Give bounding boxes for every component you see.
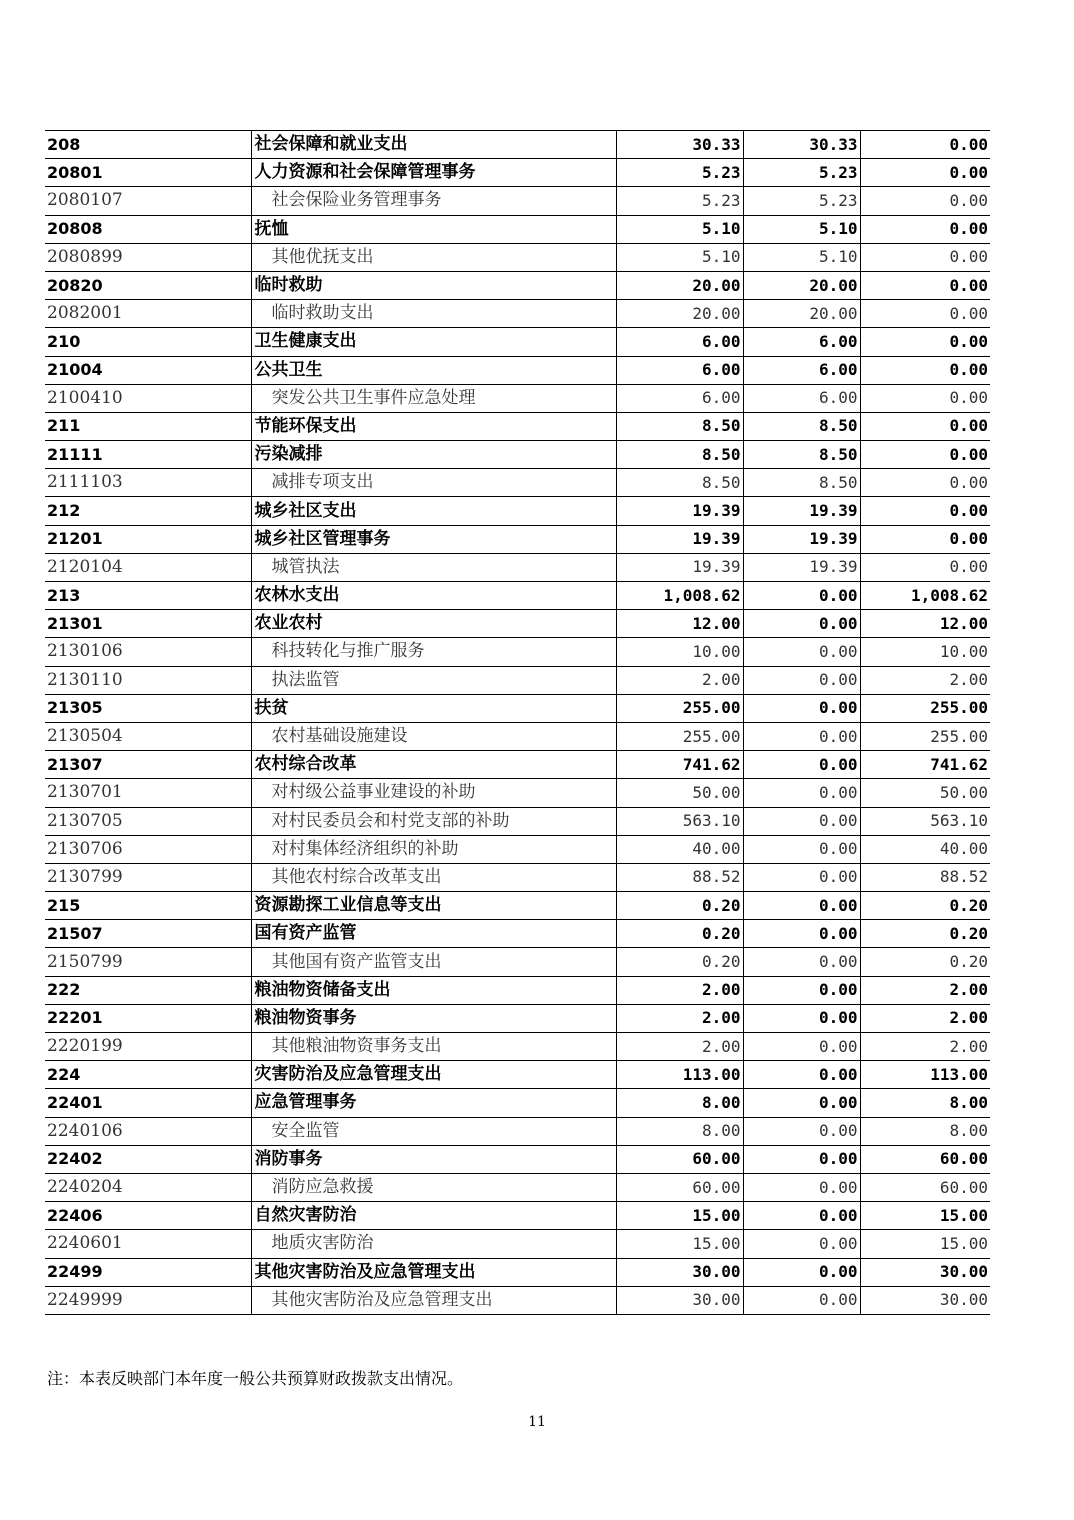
table-row	[45, 384, 990, 412]
subject-name-cell: 粮油物资事务	[251, 1004, 616, 1032]
total-amount-cell: 20.00	[616, 300, 743, 328]
table-row	[45, 497, 990, 525]
subject-code-cell: 2120104	[45, 553, 251, 581]
project-expenditure-cell: 563.10	[860, 807, 990, 835]
basic-expenditure-cell: 6.00	[743, 356, 860, 384]
table-row	[45, 271, 990, 299]
basic-expenditure-cell: 5.10	[743, 215, 860, 243]
total-amount-cell: 50.00	[616, 779, 743, 807]
basic-expenditure-cell: 0.00	[743, 1145, 860, 1173]
project-expenditure-cell: 0.00	[860, 553, 990, 581]
total-amount-cell: 40.00	[616, 835, 743, 863]
total-amount-cell: 30.00	[616, 1258, 743, 1286]
table-row	[45, 1202, 990, 1230]
subject-code-cell: 21507	[45, 920, 251, 948]
subject-name-cell: 节能环保支出	[251, 412, 616, 440]
table-row	[45, 1004, 990, 1032]
subject-name-cell: 资源勘探工业信息等支出	[251, 892, 616, 920]
table-row	[45, 300, 990, 328]
project-expenditure-cell: 60.00	[860, 1145, 990, 1173]
subject-name-cell: 卫生健康支出	[251, 328, 616, 356]
basic-expenditure-cell: 0.00	[743, 694, 860, 722]
page-number: 11	[528, 1414, 546, 1430]
project-expenditure-cell: 0.00	[860, 187, 990, 215]
subject-code-cell: 22401	[45, 1089, 251, 1117]
total-amount-cell: 8.50	[616, 469, 743, 497]
subject-name-cell: 消防应急救援	[251, 1173, 616, 1201]
project-expenditure-cell: 0.00	[860, 412, 990, 440]
total-amount-cell: 741.62	[616, 751, 743, 779]
table-row	[45, 1173, 990, 1201]
project-expenditure-cell: 15.00	[860, 1202, 990, 1230]
subject-code-cell: 210	[45, 328, 251, 356]
subject-code-cell: 21004	[45, 356, 251, 384]
basic-expenditure-cell: 5.23	[743, 159, 860, 187]
subject-code-cell: 2130110	[45, 666, 251, 694]
subject-name-cell: 其他粮油物资事务支出	[251, 1033, 616, 1061]
table-row	[45, 666, 990, 694]
basic-expenditure-cell: 0.00	[743, 1286, 860, 1314]
total-amount-cell: 5.23	[616, 159, 743, 187]
basic-expenditure-cell: 0.00	[743, 1117, 860, 1145]
project-expenditure-cell: 0.00	[860, 469, 990, 497]
table-row	[45, 835, 990, 863]
total-amount-cell: 12.00	[616, 610, 743, 638]
table-row	[45, 638, 990, 666]
budget-expenditure-table	[45, 130, 990, 1315]
subject-code-cell: 22201	[45, 1004, 251, 1032]
project-expenditure-cell: 0.20	[860, 892, 990, 920]
total-amount-cell: 2.00	[616, 1033, 743, 1061]
total-amount-cell: 6.00	[616, 384, 743, 412]
project-expenditure-cell: 255.00	[860, 722, 990, 750]
total-amount-cell: 5.10	[616, 243, 743, 271]
subject-code-cell: 21201	[45, 525, 251, 553]
subject-name-cell: 农业农村	[251, 610, 616, 638]
project-expenditure-cell: 12.00	[860, 610, 990, 638]
subject-code-cell: 2240601	[45, 1230, 251, 1258]
table-row	[45, 553, 990, 581]
subject-name-cell: 其他优抚支出	[251, 243, 616, 271]
table-row	[45, 807, 990, 835]
subject-code-cell: 2240204	[45, 1173, 251, 1201]
basic-expenditure-cell: 0.00	[743, 638, 860, 666]
project-expenditure-cell: 40.00	[860, 835, 990, 863]
basic-expenditure-cell: 5.23	[743, 187, 860, 215]
total-amount-cell: 8.00	[616, 1089, 743, 1117]
total-amount-cell: 88.52	[616, 863, 743, 891]
basic-expenditure-cell: 0.00	[743, 976, 860, 1004]
basic-expenditure-cell: 0.00	[743, 835, 860, 863]
project-expenditure-cell: 30.00	[860, 1286, 990, 1314]
basic-expenditure-cell: 19.39	[743, 497, 860, 525]
basic-expenditure-cell: 0.00	[743, 1004, 860, 1032]
table-row	[45, 243, 990, 271]
basic-expenditure-cell: 19.39	[743, 525, 860, 553]
subject-name-cell: 自然灾害防治	[251, 1202, 616, 1230]
project-expenditure-cell: 0.00	[860, 243, 990, 271]
total-amount-cell: 19.39	[616, 553, 743, 581]
total-amount-cell: 0.20	[616, 948, 743, 976]
subject-name-cell: 其他灾害防治及应急管理支出	[251, 1286, 616, 1314]
basic-expenditure-cell: 0.00	[743, 610, 860, 638]
table-row	[45, 1089, 990, 1117]
basic-expenditure-cell: 6.00	[743, 328, 860, 356]
basic-expenditure-cell: 0.00	[743, 1089, 860, 1117]
basic-expenditure-cell: 0.00	[743, 920, 860, 948]
basic-expenditure-cell: 0.00	[743, 1258, 860, 1286]
subject-code-cell: 2130504	[45, 722, 251, 750]
subject-name-cell: 城管执法	[251, 553, 616, 581]
project-expenditure-cell: 50.00	[860, 779, 990, 807]
subject-name-cell: 城乡社区管理事务	[251, 525, 616, 553]
table-row	[45, 1033, 990, 1061]
table-row	[45, 131, 990, 159]
table-row	[45, 441, 990, 469]
basic-expenditure-cell: 0.00	[743, 892, 860, 920]
basic-expenditure-cell: 0.00	[743, 751, 860, 779]
project-expenditure-cell: 2.00	[860, 1004, 990, 1032]
total-amount-cell: 6.00	[616, 328, 743, 356]
table-row	[45, 976, 990, 1004]
project-expenditure-cell: 255.00	[860, 694, 990, 722]
table-row	[45, 215, 990, 243]
subject-code-cell: 2150799	[45, 948, 251, 976]
table-row	[45, 610, 990, 638]
subject-code-cell: 2082001	[45, 300, 251, 328]
basic-expenditure-cell: 6.00	[743, 384, 860, 412]
project-expenditure-cell: 8.00	[860, 1089, 990, 1117]
subject-name-cell: 地质灾害防治	[251, 1230, 616, 1258]
total-amount-cell: 563.10	[616, 807, 743, 835]
table-row	[45, 1145, 990, 1173]
project-expenditure-cell: 8.00	[860, 1117, 990, 1145]
basic-expenditure-cell: 20.00	[743, 300, 860, 328]
subject-name-cell: 城乡社区支出	[251, 497, 616, 525]
project-expenditure-cell: 88.52	[860, 863, 990, 891]
subject-code-cell: 2130701	[45, 779, 251, 807]
subject-name-cell: 粮油物资储备支出	[251, 976, 616, 1004]
basic-expenditure-cell: 0.00	[743, 666, 860, 694]
basic-expenditure-cell: 30.33	[743, 131, 860, 159]
project-expenditure-cell: 0.00	[860, 271, 990, 299]
total-amount-cell: 0.20	[616, 892, 743, 920]
subject-code-cell: 20801	[45, 159, 251, 187]
total-amount-cell: 5.23	[616, 187, 743, 215]
subject-code-cell: 2111103	[45, 469, 251, 497]
subject-name-cell: 污染减排	[251, 441, 616, 469]
project-expenditure-cell: 113.00	[860, 1061, 990, 1089]
total-amount-cell: 255.00	[616, 694, 743, 722]
basic-expenditure-cell: 5.10	[743, 243, 860, 271]
subject-name-cell: 应急管理事务	[251, 1089, 616, 1117]
project-expenditure-cell: 2.00	[860, 666, 990, 694]
total-amount-cell: 10.00	[616, 638, 743, 666]
subject-name-cell: 临时救助支出	[251, 300, 616, 328]
subject-name-cell: 对村集体经济组织的补助	[251, 835, 616, 863]
total-amount-cell: 15.00	[616, 1230, 743, 1258]
table-row	[45, 187, 990, 215]
subject-code-cell: 2130705	[45, 807, 251, 835]
project-expenditure-cell: 30.00	[860, 1258, 990, 1286]
subject-code-cell: 20808	[45, 215, 251, 243]
project-expenditure-cell: 0.00	[860, 215, 990, 243]
table-row	[45, 159, 990, 187]
total-amount-cell: 2.00	[616, 976, 743, 1004]
subject-code-cell: 2080899	[45, 243, 251, 271]
subject-code-cell: 212	[45, 497, 251, 525]
subject-code-cell: 2220199	[45, 1033, 251, 1061]
project-expenditure-cell: 0.00	[860, 300, 990, 328]
basic-expenditure-cell: 0.00	[743, 1230, 860, 1258]
subject-code-cell: 21305	[45, 694, 251, 722]
subject-name-cell: 对村级公益事业建设的补助	[251, 779, 616, 807]
total-amount-cell: 19.39	[616, 497, 743, 525]
subject-code-cell: 224	[45, 1061, 251, 1089]
table-row	[45, 1286, 990, 1314]
total-amount-cell: 30.33	[616, 131, 743, 159]
subject-code-cell: 213	[45, 582, 251, 610]
total-amount-cell: 19.39	[616, 525, 743, 553]
subject-name-cell: 执法监管	[251, 666, 616, 694]
project-expenditure-cell: 0.00	[860, 441, 990, 469]
project-expenditure-cell: 0.20	[860, 948, 990, 976]
table-row	[45, 328, 990, 356]
subject-name-cell: 人力资源和社会保障管理事务	[251, 159, 616, 187]
subject-code-cell: 2130799	[45, 863, 251, 891]
table-row	[45, 356, 990, 384]
subject-code-cell: 21111	[45, 441, 251, 469]
total-amount-cell: 113.00	[616, 1061, 743, 1089]
table-body	[45, 131, 990, 1315]
table-note: 注：本表反映部门本年度一般公共预算财政拨款支出情况。	[47, 1369, 464, 1388]
basic-expenditure-cell: 8.50	[743, 441, 860, 469]
table-row	[45, 1117, 990, 1145]
subject-name-cell: 其他灾害防治及应急管理支出	[251, 1258, 616, 1286]
total-amount-cell: 6.00	[616, 356, 743, 384]
subject-name-cell: 农村基础设施建设	[251, 722, 616, 750]
project-expenditure-cell: 0.00	[860, 384, 990, 412]
subject-name-cell: 其他国有资产监管支出	[251, 948, 616, 976]
basic-expenditure-cell: 0.00	[743, 582, 860, 610]
project-expenditure-cell: 0.00	[860, 497, 990, 525]
subject-code-cell: 222	[45, 976, 251, 1004]
basic-expenditure-cell: 0.00	[743, 1173, 860, 1201]
subject-name-cell: 公共卫生	[251, 356, 616, 384]
subject-code-cell: 22406	[45, 1202, 251, 1230]
subject-name-cell: 安全监管	[251, 1117, 616, 1145]
project-expenditure-cell: 0.20	[860, 920, 990, 948]
project-expenditure-cell: 15.00	[860, 1230, 990, 1258]
basic-expenditure-cell: 0.00	[743, 863, 860, 891]
total-amount-cell: 60.00	[616, 1145, 743, 1173]
subject-name-cell: 临时救助	[251, 271, 616, 299]
total-amount-cell: 2.00	[616, 1004, 743, 1032]
basic-expenditure-cell: 20.00	[743, 271, 860, 299]
subject-code-cell: 2100410	[45, 384, 251, 412]
basic-expenditure-cell: 0.00	[743, 807, 860, 835]
subject-name-cell: 社会保障和就业支出	[251, 131, 616, 159]
subject-name-cell: 突发公共卫生事件应急处理	[251, 384, 616, 412]
basic-expenditure-cell: 0.00	[743, 1061, 860, 1089]
table-row	[45, 1230, 990, 1258]
project-expenditure-cell: 741.62	[860, 751, 990, 779]
project-expenditure-cell: 0.00	[860, 525, 990, 553]
table-row	[45, 779, 990, 807]
subject-code-cell: 215	[45, 892, 251, 920]
table-row	[45, 1061, 990, 1089]
project-expenditure-cell: 0.00	[860, 131, 990, 159]
subject-name-cell: 抚恤	[251, 215, 616, 243]
project-expenditure-cell: 2.00	[860, 976, 990, 1004]
total-amount-cell: 0.20	[616, 920, 743, 948]
project-expenditure-cell: 0.00	[860, 356, 990, 384]
basic-expenditure-cell: 19.39	[743, 553, 860, 581]
total-amount-cell: 8.00	[616, 1117, 743, 1145]
table-row	[45, 469, 990, 497]
total-amount-cell: 255.00	[616, 722, 743, 750]
table-row	[45, 525, 990, 553]
project-expenditure-cell: 0.00	[860, 328, 990, 356]
table-row	[45, 948, 990, 976]
total-amount-cell: 1,008.62	[616, 582, 743, 610]
subject-name-cell: 农林水支出	[251, 582, 616, 610]
subject-code-cell: 208	[45, 131, 251, 159]
basic-expenditure-cell: 0.00	[743, 722, 860, 750]
total-amount-cell: 8.50	[616, 441, 743, 469]
subject-name-cell: 对村民委员会和村党支部的补助	[251, 807, 616, 835]
subject-name-cell: 国有资产监管	[251, 920, 616, 948]
total-amount-cell: 30.00	[616, 1286, 743, 1314]
subject-code-cell: 211	[45, 412, 251, 440]
subject-name-cell: 其他农村综合改革支出	[251, 863, 616, 891]
table-row	[45, 751, 990, 779]
subject-code-cell: 22402	[45, 1145, 251, 1173]
basic-expenditure-cell: 0.00	[743, 1033, 860, 1061]
project-expenditure-cell: 60.00	[860, 1173, 990, 1201]
subject-name-cell: 社会保险业务管理事务	[251, 187, 616, 215]
table-row	[45, 863, 990, 891]
basic-expenditure-cell: 0.00	[743, 779, 860, 807]
subject-name-cell: 农村综合改革	[251, 751, 616, 779]
table-row	[45, 920, 990, 948]
basic-expenditure-cell: 8.50	[743, 469, 860, 497]
total-amount-cell: 60.00	[616, 1173, 743, 1201]
subject-code-cell: 22499	[45, 1258, 251, 1286]
subject-code-cell: 2240106	[45, 1117, 251, 1145]
table-row	[45, 892, 990, 920]
subject-code-cell: 2249999	[45, 1286, 251, 1314]
total-amount-cell: 5.10	[616, 215, 743, 243]
basic-expenditure-cell: 0.00	[743, 1202, 860, 1230]
project-expenditure-cell: 0.00	[860, 159, 990, 187]
subject-code-cell: 20820	[45, 271, 251, 299]
table-row	[45, 694, 990, 722]
table-row	[45, 722, 990, 750]
project-expenditure-cell: 10.00	[860, 638, 990, 666]
total-amount-cell: 20.00	[616, 271, 743, 299]
basic-expenditure-cell: 8.50	[743, 412, 860, 440]
subject-code-cell: 21301	[45, 610, 251, 638]
subject-code-cell: 2130106	[45, 638, 251, 666]
subject-code-cell: 21307	[45, 751, 251, 779]
subject-name-cell: 减排专项支出	[251, 469, 616, 497]
table-row	[45, 1258, 990, 1286]
total-amount-cell: 2.00	[616, 666, 743, 694]
subject-name-cell: 扶贫	[251, 694, 616, 722]
subject-name-cell: 科技转化与推广服务	[251, 638, 616, 666]
table-row	[45, 582, 990, 610]
subject-name-cell: 灾害防治及应急管理支出	[251, 1061, 616, 1089]
project-expenditure-cell: 2.00	[860, 1033, 990, 1061]
table-row	[45, 412, 990, 440]
subject-name-cell: 消防事务	[251, 1145, 616, 1173]
subject-code-cell: 2080107	[45, 187, 251, 215]
project-expenditure-cell: 1,008.62	[860, 582, 990, 610]
basic-expenditure-cell: 0.00	[743, 948, 860, 976]
total-amount-cell: 8.50	[616, 412, 743, 440]
total-amount-cell: 15.00	[616, 1202, 743, 1230]
subject-code-cell: 2130706	[45, 835, 251, 863]
